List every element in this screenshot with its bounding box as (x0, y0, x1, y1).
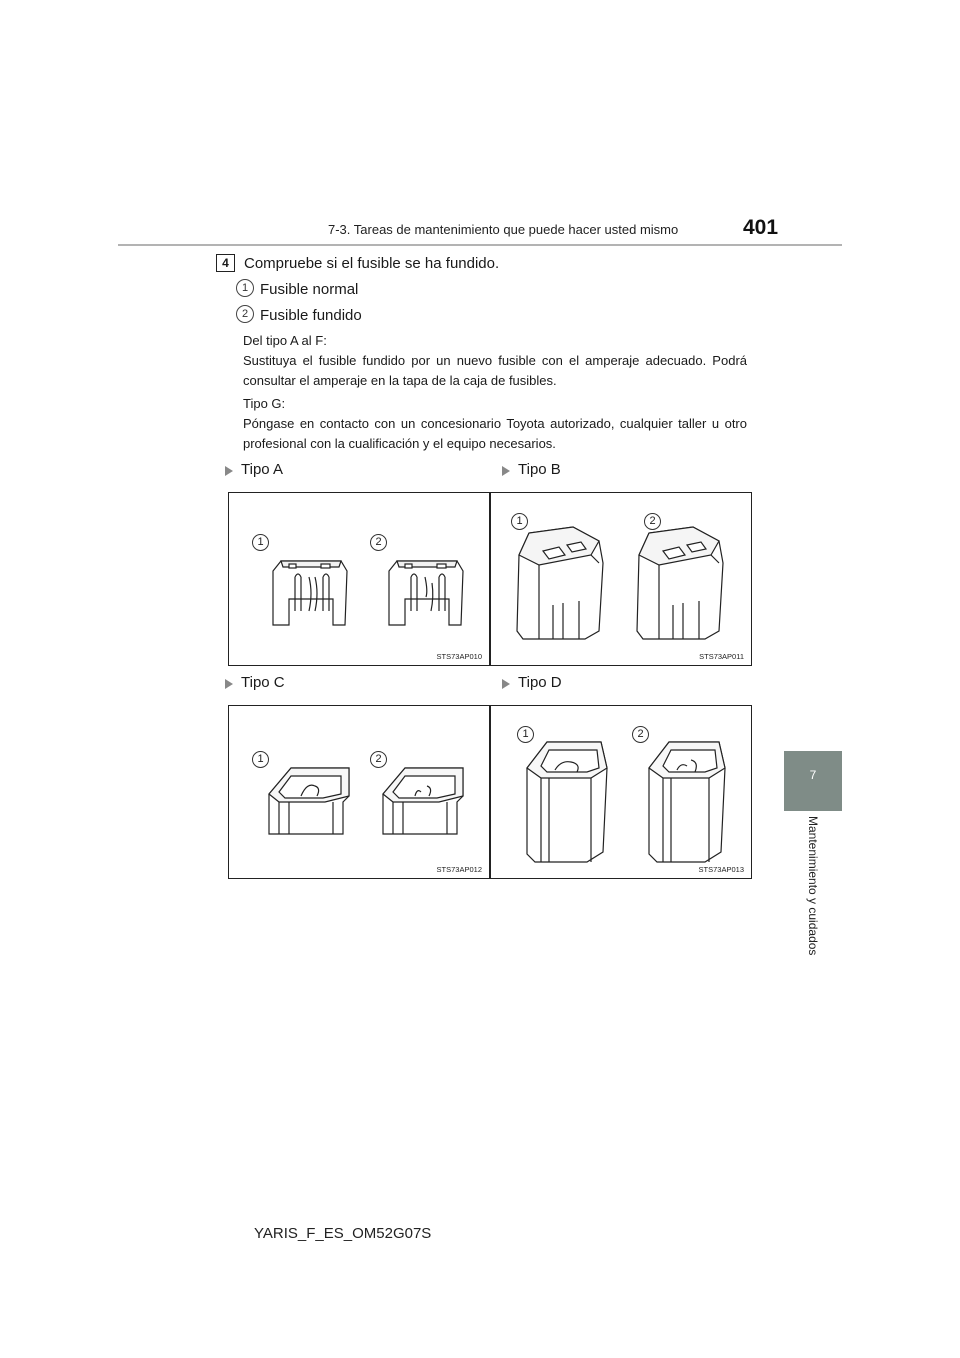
section-title: 7-3. Tareas de mantenimiento que puede hacer usted mismo (328, 222, 679, 237)
callout-marker-2: 2 (236, 305, 254, 323)
step-instruction: Compruebe si el fusible se ha fundido. (244, 255, 500, 272)
figure-code: STS73AP010 (436, 652, 482, 661)
figure-marker-normal: 1 (517, 726, 534, 743)
bullet-triangle-icon (502, 679, 510, 689)
figure-type-b (490, 492, 752, 666)
callout-marker-1: 1 (236, 279, 254, 297)
slow-blow-fuse-illustration (229, 706, 489, 878)
paragraph-type-g-heading: Tipo G: (243, 396, 286, 411)
paragraph-type-a-f-text: Sustituya el fusible fundido por un nuevo fusible con el amperaje adecuado. Podrá consultar el amperaje en la tapa de la caja de fusibles. (243, 353, 747, 388)
figure-type-a (228, 492, 490, 666)
figure-label-type-c: Tipo C (241, 674, 285, 691)
figure-marker-blown: 2 (644, 513, 661, 530)
figure-marker-blown: 2 (370, 751, 387, 768)
figure-marker-normal: 1 (511, 513, 528, 530)
bullet-triangle-icon (225, 679, 233, 689)
bullet-triangle-icon (225, 466, 233, 476)
figure-marker-normal: 1 (252, 534, 269, 551)
document-code: YARIS_F_ES_OM52G07S (254, 1225, 432, 1242)
figure-label-type-a: Tipo A (241, 461, 283, 478)
figure-type-d (490, 705, 752, 879)
chapter-title: Mantenimiento y cuidados (806, 816, 820, 956)
figure-code: STS73AP011 (699, 652, 744, 661)
page-number: 401 (743, 216, 779, 239)
paragraph-type-a-f-heading: Del tipo A al F: (243, 333, 327, 348)
chapter-number: 7 (809, 768, 817, 782)
callout-label-blown: Fusible fundido (260, 307, 362, 324)
figure-marker-blown: 2 (632, 726, 649, 743)
figure-marker-blown: 2 (370, 534, 387, 551)
figure-label-type-b: Tipo B (518, 461, 561, 478)
cartridge-fuse-illustration (491, 493, 751, 665)
paragraph-type-g-text: Póngase en contacto con un concesionario Toyota autorizado, cualquier taller u otro profesional con la cualificación y el equipo necesarios. (243, 416, 747, 451)
figure-code: STS73AP013 (698, 865, 744, 874)
header-divider (118, 244, 842, 246)
blade-fuse-illustration (229, 493, 489, 665)
figure-type-c (228, 705, 490, 879)
bullet-triangle-icon (502, 466, 510, 476)
figure-marker-normal: 1 (252, 751, 269, 768)
callout-label-normal: Fusible normal (260, 281, 359, 298)
figure-label-type-d: Tipo D (518, 674, 562, 691)
figure-code: STS73AP012 (436, 865, 482, 874)
step-number-box: 4 (216, 254, 235, 272)
